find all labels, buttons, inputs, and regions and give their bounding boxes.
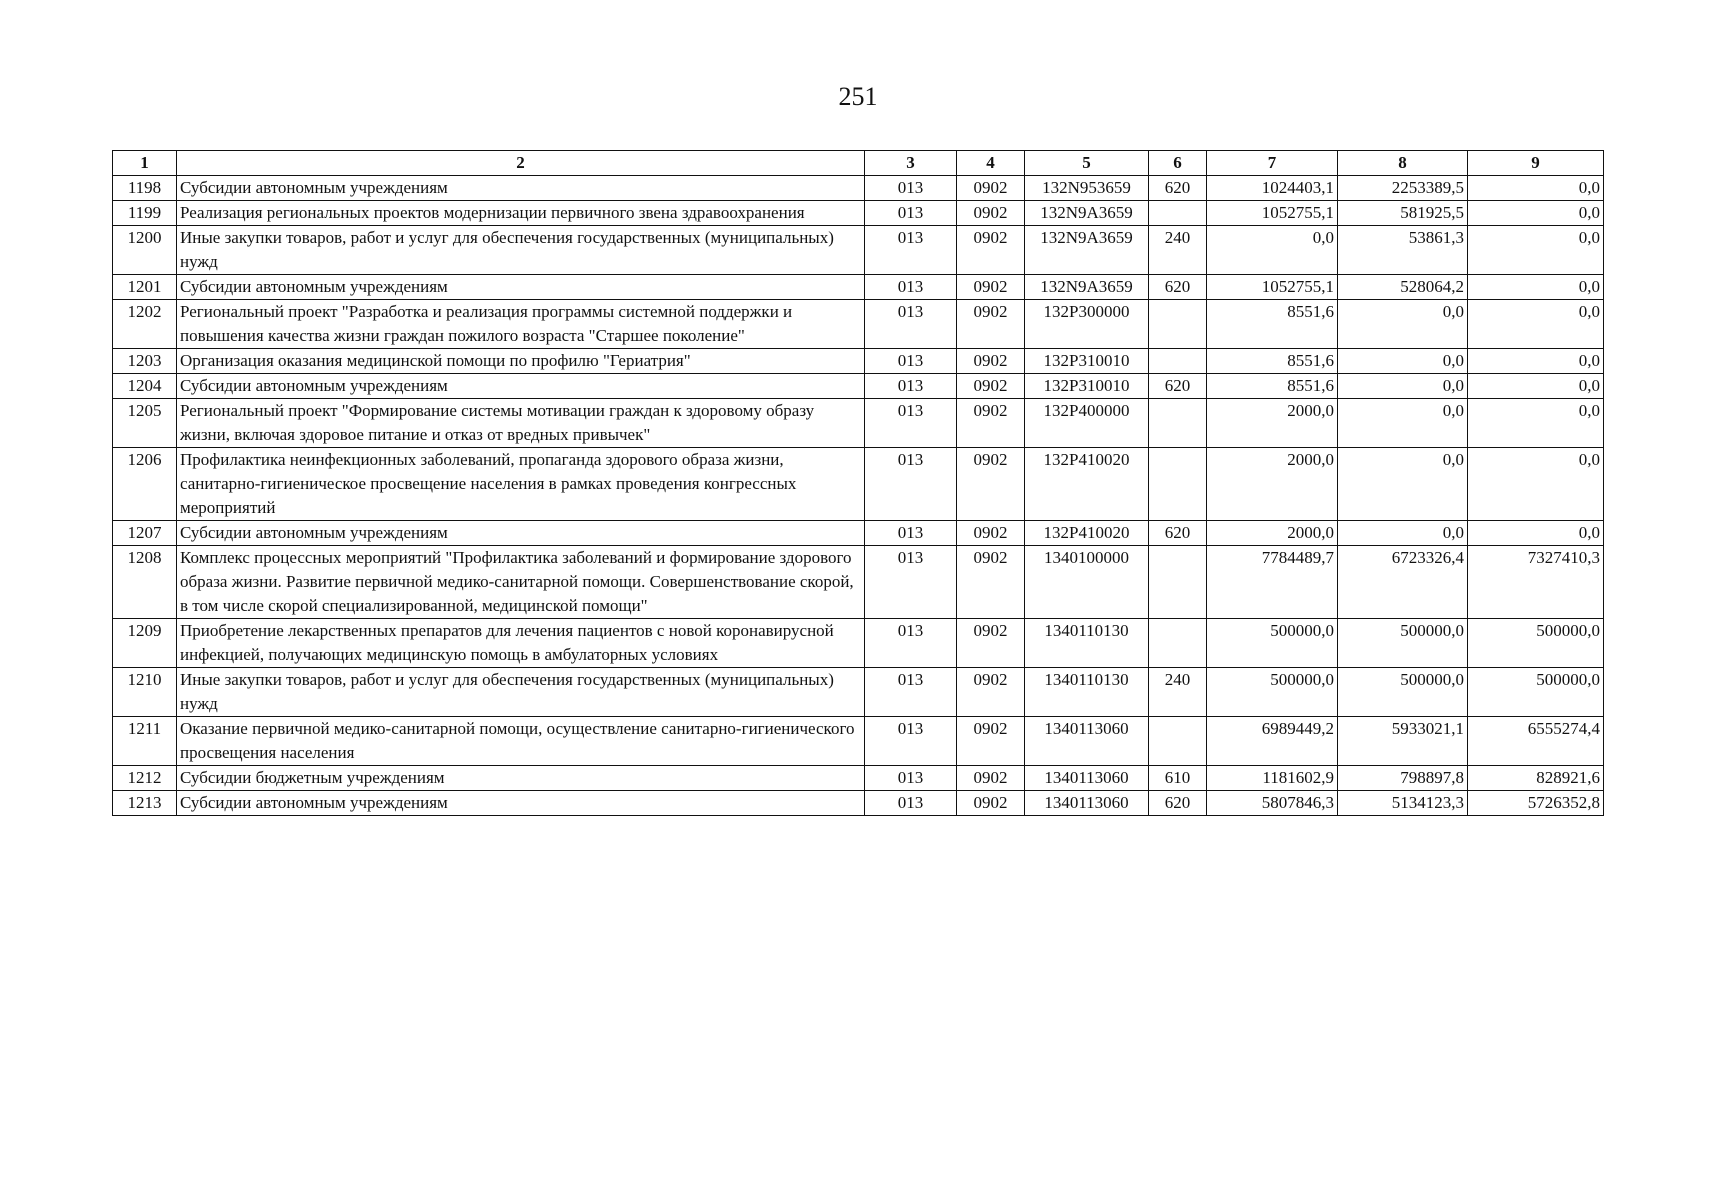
cell-col-7: 8551,6 [1207,374,1338,399]
cell-col-9: 5726352,8 [1468,791,1604,816]
column-header: 4 [957,151,1025,176]
row-name: Субсидии автономным учреждениям [177,791,865,816]
header-row [113,151,1604,176]
cell-col-5: 1340110130 [1025,619,1149,668]
column-header: 5 [1025,151,1149,176]
table-row [113,226,1604,275]
cell-col-4: 0902 [957,717,1025,766]
cell-col-7: 2000,0 [1207,521,1338,546]
cell-col-7: 2000,0 [1207,448,1338,521]
cell-col-6: 620 [1149,275,1207,300]
cell-col-5: 1340113060 [1025,766,1149,791]
cell-col-3: 013 [865,448,957,521]
cell-col-8: 2253389,5 [1338,176,1468,201]
cell-col-9: 0,0 [1468,374,1604,399]
column-header: 1 [113,151,177,176]
cell-col-3: 013 [865,668,957,717]
cell-col-3: 013 [865,717,957,766]
page-number: 251 [838,82,878,111]
cell-col-9: 6555274,4 [1468,717,1604,766]
cell-col-8: 0,0 [1338,521,1468,546]
table-row [113,399,1604,448]
cell-col-3: 013 [865,766,957,791]
cell-col-7: 1052755,1 [1207,201,1338,226]
cell-col-6 [1149,399,1207,448]
cell-col-3: 013 [865,619,957,668]
cell-col-3: 013 [865,521,957,546]
cell-col-3: 013 [865,546,957,619]
row-number: 1212 [113,766,177,791]
cell-col-6: 620 [1149,176,1207,201]
cell-col-5: 1340100000 [1025,546,1149,619]
cell-col-7: 500000,0 [1207,619,1338,668]
table-row [113,201,1604,226]
cell-col-4: 0902 [957,448,1025,521]
cell-col-5: 132P310010 [1025,374,1149,399]
cell-col-6 [1149,546,1207,619]
cell-col-5: 1340110130 [1025,668,1149,717]
cell-col-8: 53861,3 [1338,226,1468,275]
budget-table [112,150,1604,816]
cell-col-8: 500000,0 [1338,619,1468,668]
cell-col-5: 132N9A3659 [1025,275,1149,300]
cell-col-9: 0,0 [1468,399,1604,448]
table-row [113,448,1604,521]
cell-col-8: 0,0 [1338,349,1468,374]
table-row [113,766,1604,791]
cell-col-4: 0902 [957,374,1025,399]
cell-col-3: 013 [865,399,957,448]
row-name: Региональный проект "Разработка и реализация программы системной поддержки и повышения качества жизни граждан пожилого возраста "Старшее поколение" [177,300,865,349]
row-number: 1199 [113,201,177,226]
cell-col-6 [1149,717,1207,766]
cell-col-5: 132N953659 [1025,176,1149,201]
cell-col-3: 013 [865,300,957,349]
cell-col-8: 500000,0 [1338,668,1468,717]
cell-col-7: 8551,6 [1207,349,1338,374]
cell-col-8: 6723326,4 [1338,546,1468,619]
cell-col-7: 6989449,2 [1207,717,1338,766]
cell-col-8: 0,0 [1338,300,1468,349]
cell-col-4: 0902 [957,176,1025,201]
table-row [113,546,1604,619]
row-name: Субсидии автономным учреждениям [177,374,865,399]
row-name: Профилактика неинфекционных заболеваний, пропаганда здорового образа жизни, санитарно-гигиеническое просвещение населения в рамках проведения конгрессных мероприятий [177,448,865,521]
cell-col-4: 0902 [957,521,1025,546]
cell-col-8: 5134123,3 [1338,791,1468,816]
column-header: 8 [1338,151,1468,176]
column-header: 9 [1468,151,1604,176]
row-number: 1208 [113,546,177,619]
row-name: Приобретение лекарственных препаратов для лечения пациентов с новой коронавирусной инфекцией, получающих медицинскую помощь в амбулаторных условиях [177,619,865,668]
cell-col-3: 013 [865,226,957,275]
cell-col-9: 500000,0 [1468,619,1604,668]
cell-col-7: 500000,0 [1207,668,1338,717]
cell-col-9: 0,0 [1468,448,1604,521]
cell-col-5: 132N9A3659 [1025,201,1149,226]
cell-col-3: 013 [865,791,957,816]
row-number: 1203 [113,349,177,374]
cell-col-7: 5807846,3 [1207,791,1338,816]
cell-col-9: 0,0 [1468,300,1604,349]
row-name: Реализация региональных проектов модернизации первичного звена здравоохранения [177,201,865,226]
table-row [113,374,1604,399]
cell-col-9: 0,0 [1468,521,1604,546]
cell-col-5: 1340113060 [1025,717,1149,766]
cell-col-3: 013 [865,176,957,201]
cell-col-9: 7327410,3 [1468,546,1604,619]
cell-col-6: 620 [1149,791,1207,816]
cell-col-8: 528064,2 [1338,275,1468,300]
table-row [113,275,1604,300]
cell-col-4: 0902 [957,399,1025,448]
cell-col-4: 0902 [957,300,1025,349]
cell-col-5: 132P400000 [1025,399,1149,448]
cell-col-9: 0,0 [1468,176,1604,201]
column-header: 6 [1149,151,1207,176]
table-row [113,791,1604,816]
row-number: 1204 [113,374,177,399]
row-number: 1207 [113,521,177,546]
table-body [113,176,1604,816]
column-header: 3 [865,151,957,176]
cell-col-3: 013 [865,374,957,399]
row-name: Иные закупки товаров, работ и услуг для обеспечения государственных (муниципальных) нужд [177,226,865,275]
cell-col-5: 132N9A3659 [1025,226,1149,275]
cell-col-8: 798897,8 [1338,766,1468,791]
cell-col-8: 0,0 [1338,448,1468,521]
cell-col-7: 2000,0 [1207,399,1338,448]
cell-col-8: 0,0 [1338,399,1468,448]
table-row [113,717,1604,766]
table-row [113,349,1604,374]
cell-col-6: 240 [1149,668,1207,717]
cell-col-6 [1149,201,1207,226]
cell-col-5: 132P300000 [1025,300,1149,349]
cell-col-7: 1181602,9 [1207,766,1338,791]
row-name: Субсидии автономным учреждениям [177,275,865,300]
row-number: 1202 [113,300,177,349]
cell-col-7: 1052755,1 [1207,275,1338,300]
row-number: 1209 [113,619,177,668]
cell-col-7: 1024403,1 [1207,176,1338,201]
cell-col-6 [1149,448,1207,521]
table-row [113,668,1604,717]
cell-col-4: 0902 [957,546,1025,619]
cell-col-5: 132P310010 [1025,349,1149,374]
cell-col-6 [1149,619,1207,668]
cell-col-4: 0902 [957,791,1025,816]
column-header: 7 [1207,151,1338,176]
table-row [113,300,1604,349]
cell-col-8: 581925,5 [1338,201,1468,226]
row-number: 1200 [113,226,177,275]
cell-col-4: 0902 [957,766,1025,791]
cell-col-9: 828921,6 [1468,766,1604,791]
row-name: Комплекс процессных мероприятий "Профилактика заболеваний и формирование здорового образа жизни. Развитие первичной медико-санитарной помощи. Совершенствование скорой, в том числе скорой специализированной, медицинской помощи" [177,546,865,619]
cell-col-7: 7784489,7 [1207,546,1338,619]
row-name: Субсидии автономным учреждениям [177,176,865,201]
row-name: Субсидии автономным учреждениям [177,521,865,546]
cell-col-3: 013 [865,275,957,300]
cell-col-6 [1149,300,1207,349]
cell-col-8: 0,0 [1338,374,1468,399]
row-name: Оказание первичной медико-санитарной помощи, осуществление санитарно-гигиенического просвещения населения [177,717,865,766]
cell-col-7: 0,0 [1207,226,1338,275]
cell-col-4: 0902 [957,619,1025,668]
row-number: 1211 [113,717,177,766]
cell-col-8: 5933021,1 [1338,717,1468,766]
row-number: 1210 [113,668,177,717]
row-number: 1213 [113,791,177,816]
row-number: 1206 [113,448,177,521]
cell-col-9: 0,0 [1468,275,1604,300]
cell-col-6: 620 [1149,374,1207,399]
cell-col-3: 013 [865,349,957,374]
cell-col-5: 132P410020 [1025,521,1149,546]
row-name: Субсидии бюджетным учреждениям [177,766,865,791]
cell-col-5: 132P410020 [1025,448,1149,521]
column-header: 2 [177,151,865,176]
cell-col-4: 0902 [957,668,1025,717]
cell-col-4: 0902 [957,275,1025,300]
row-number: 1205 [113,399,177,448]
table-row [113,619,1604,668]
table-row [113,521,1604,546]
cell-col-6: 240 [1149,226,1207,275]
cell-col-6: 610 [1149,766,1207,791]
cell-col-4: 0902 [957,201,1025,226]
cell-col-5: 1340113060 [1025,791,1149,816]
table-row [113,176,1604,201]
cell-col-9: 0,0 [1468,201,1604,226]
cell-col-6 [1149,349,1207,374]
row-name: Организация оказания медицинской помощи по профилю "Гериатрия" [177,349,865,374]
cell-col-9: 500000,0 [1468,668,1604,717]
cell-col-4: 0902 [957,349,1025,374]
cell-col-4: 0902 [957,226,1025,275]
cell-col-9: 0,0 [1468,349,1604,374]
row-name: Иные закупки товаров, работ и услуг для обеспечения государственных (муниципальных) нужд [177,668,865,717]
row-name: Региональный проект "Формирование системы мотивации граждан к здоровому образу жизни, включая здоровое питание и отказ от вредных привычек" [177,399,865,448]
cell-col-7: 8551,6 [1207,300,1338,349]
row-number: 1201 [113,275,177,300]
row-number: 1198 [113,176,177,201]
cell-col-9: 0,0 [1468,226,1604,275]
cell-col-3: 013 [865,201,957,226]
cell-col-6: 620 [1149,521,1207,546]
